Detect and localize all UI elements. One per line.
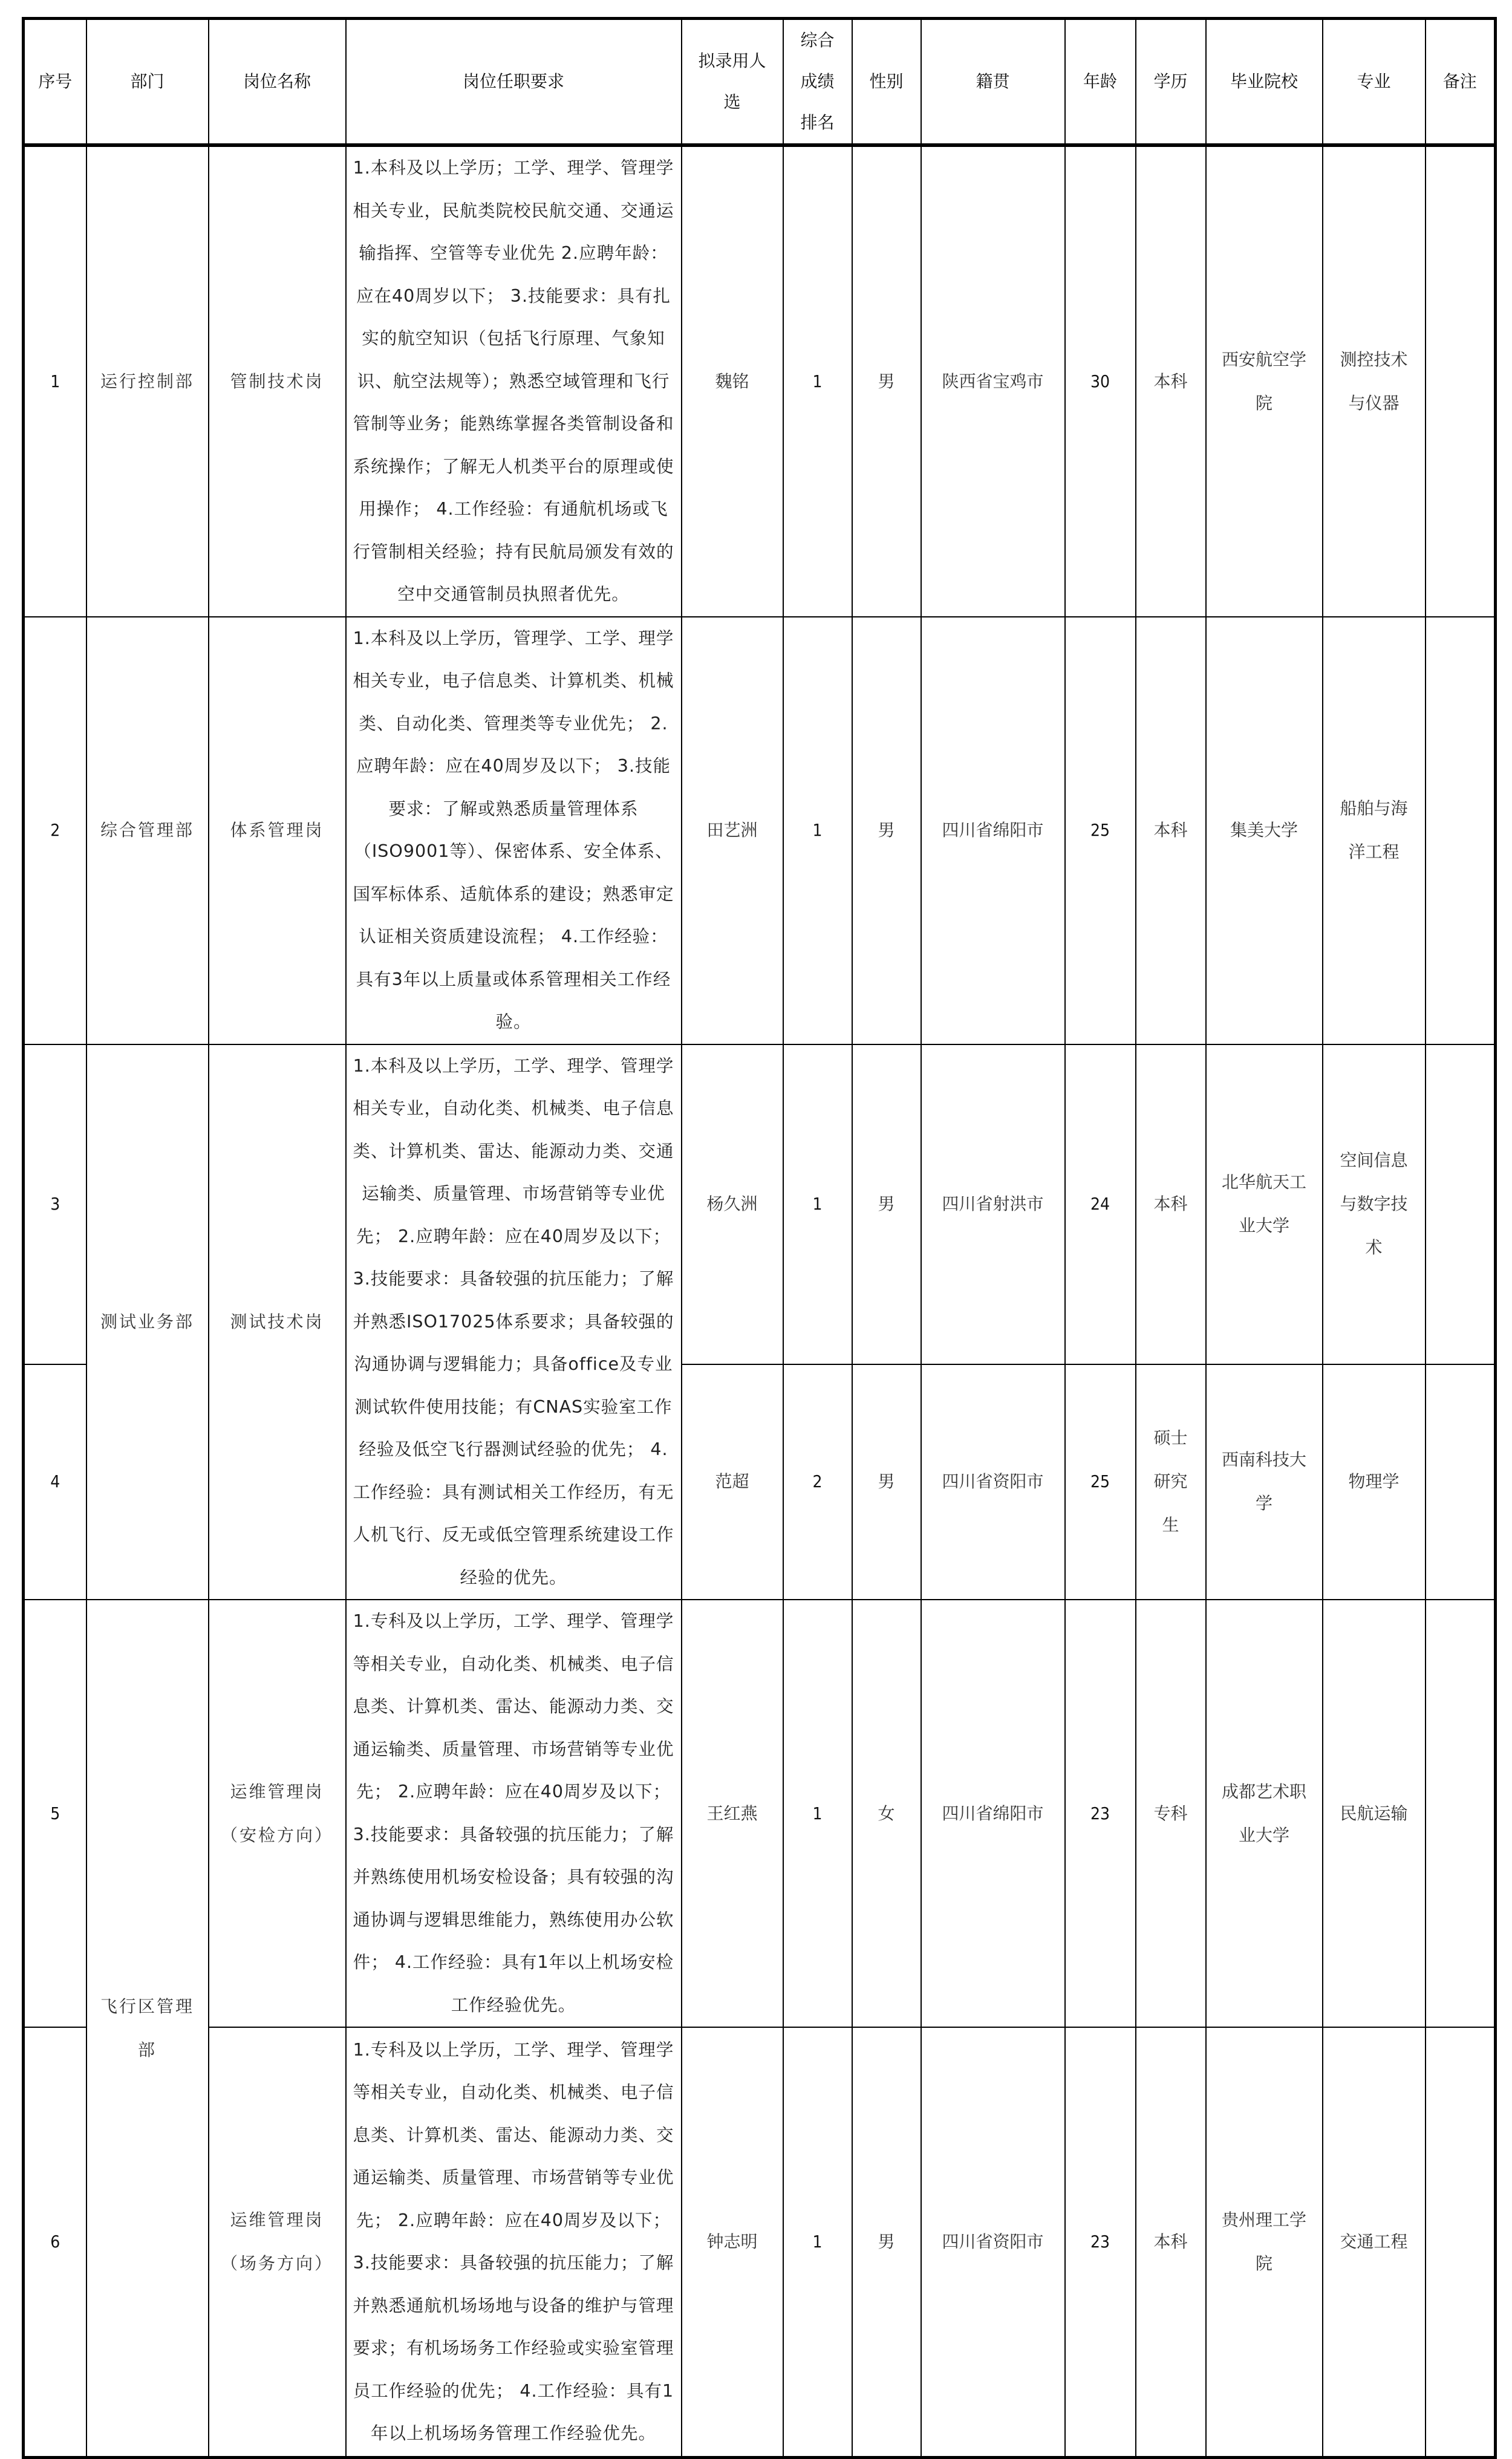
row-requirements: 1.本科及以上学历，工学、理学、管理学相关专业，自动化类、机械类、电子信息类、计算机类、雷达、能源动力类、交通运输类、质量管理、市场营销等专业优先； 2.应聘年龄：应在40周岁及以下； 3.技能要求：具备较强的抗压能力；了解并熟悉ISO17025体系要求；具备较强的沟通协调与逻辑能力；具备office及专业测试软件使用技能；有CNAS实验室工作经验及低空飞行器测试经验的优先； 4.工作经验：具有测试相关工作经历，有无人机飞行、反无或低空管理系统建设工作经验的优先。 — [346, 1044, 682, 1600]
header-requirements: 岗位任职要求 — [346, 19, 682, 146]
row-post-line: （安检方向） — [220, 1825, 333, 1845]
row-major-line: 空间信息 — [1340, 1150, 1408, 1171]
row-dept-line: 部 — [137, 2039, 157, 2060]
header-note: 备注 — [1426, 19, 1496, 146]
row-origin: 四川省绵阳市 — [921, 617, 1065, 1044]
row-candidate: 王红燕 — [682, 1600, 783, 2027]
row-post — [209, 2027, 346, 2458]
row-no: 1 — [24, 145, 86, 617]
row-note — [1426, 2027, 1496, 2458]
row-rank: 2 — [783, 1364, 852, 1600]
header-rank-line: 成绩 — [800, 71, 835, 91]
row-school-line: 业大学 — [1238, 1216, 1289, 1236]
row-note — [1426, 1364, 1496, 1600]
row-school-line: 成都艺术职 — [1221, 1781, 1306, 1802]
row-requirements: 1.本科及以上学历；工学、理学、管理学相关专业，民航类院校民航交通、交通运输指挥、空管等专业优先 2.应聘年龄：应在40周岁以下； 3.技能要求：具有扎实的航空知识（包括飞行原理、气象知识、航空法规等）；熟悉空域管理和飞行管制等业务；能熟练掌握各类管制设备和系统操作；了解无人机类平台的原理或使用操作； 4.工作经验：有通航机场或飞行管制相关经验；持有民航局颁发有效的空中交通管制员执照者优先。 — [346, 145, 682, 617]
row-major-line: 与数字技 — [1340, 1194, 1408, 1214]
header-candidate-line: 选 — [723, 92, 741, 112]
row-age: 30 — [1065, 145, 1136, 617]
row-education: 本科 — [1136, 617, 1206, 1044]
row-post: 体系管理岗 — [209, 617, 346, 1044]
row-major — [1323, 1364, 1426, 1600]
row-post — [209, 1600, 346, 2027]
row-school-line: 院 — [1255, 392, 1272, 413]
row-post-line: 运维管理岗 — [230, 2210, 324, 2230]
header-origin: 籍贯 — [921, 19, 1065, 146]
table-row — [24, 1044, 1496, 1364]
table-row — [24, 145, 1496, 617]
row-no: 2 — [24, 617, 86, 1044]
row-school-line: 西南科技大 — [1221, 1450, 1306, 1470]
row-major-line: 测控技术 — [1340, 349, 1408, 370]
row-origin: 陕西省宝鸡市 — [921, 145, 1065, 617]
row-gender: 男 — [852, 1364, 921, 1600]
row-candidate: 魏铭 — [682, 145, 783, 617]
row-school-line: 西安航空学 — [1221, 349, 1306, 370]
row-education: 本科 — [1136, 1044, 1206, 1364]
row-origin: 四川省绵阳市 — [921, 1600, 1065, 2027]
row-no: 3 — [24, 1044, 86, 1364]
header-candidate-line: 拟录用人 — [698, 51, 766, 71]
row-requirements: 1.专科及以上学历，工学、理学、管理学等相关专业，自动化类、机械类、电子信息类、计算机类、雷达、能源动力类、交通运输类、质量管理、市场营销等专业优先； 2.应聘年龄：应在40周岁及以下； 3.技能要求：具备较强的抗压能力；了解并熟练使用机场安检设备；具有较强的沟通协调与逻辑思维能力，熟练使用办公软件； 4.工作经验：具有1年以上机场安检工作经验优先。 — [346, 1600, 682, 2027]
row-major — [1323, 145, 1426, 617]
row-age: 24 — [1065, 1044, 1136, 1364]
row-school — [1206, 145, 1323, 617]
row-origin: 四川省资阳市 — [921, 2027, 1065, 2458]
row-major — [1323, 2027, 1426, 2458]
row-rank: 1 — [783, 2027, 852, 2458]
row-major — [1323, 1600, 1426, 2027]
row-education — [1136, 1364, 1206, 1600]
row-gender: 男 — [852, 1044, 921, 1364]
row-dept-line: 飞行区管理 — [100, 1996, 194, 2016]
row-school — [1206, 617, 1323, 1044]
row-major — [1323, 617, 1426, 1044]
row-education-line: 硕士 — [1153, 1428, 1188, 1448]
row-no: 6 — [24, 2027, 86, 2458]
header-rank — [783, 19, 852, 146]
row-rank: 1 — [783, 1044, 852, 1364]
header-age: 年龄 — [1065, 19, 1136, 146]
row-rank: 1 — [783, 617, 852, 1044]
header-row — [24, 19, 1496, 146]
row-education-line: 生 — [1162, 1515, 1179, 1536]
row-requirements: 1.专科及以上学历，工学、理学、管理学等相关专业，自动化类、机械类、电子信息类、计算机类、雷达、能源动力类、交通运输类、质量管理、市场营销等专业优先； 2.应聘年龄：应在40周岁及以下； 3.技能要求：具备较强的抗压能力；了解并熟悉通航机场场地与设备的维护与管理要求；有机场场务工作经验或实验室管理员工作经验的优先； 4.工作经验：具有1年以上机场场务管理工作经验优先。 — [346, 2027, 682, 2458]
table-row — [24, 1600, 1496, 2027]
header-school: 毕业院校 — [1206, 19, 1323, 146]
row-candidate: 杨久洲 — [682, 1044, 783, 1364]
row-post: 管制技术岗 — [209, 145, 346, 617]
row-major — [1323, 1044, 1426, 1364]
row-note — [1426, 145, 1496, 617]
row-gender: 男 — [852, 617, 921, 1044]
row-gender: 男 — [852, 145, 921, 617]
row-age: 23 — [1065, 2027, 1136, 2458]
row-age: 25 — [1065, 617, 1136, 1044]
row-post-line: （场务方向） — [220, 2253, 333, 2273]
row-major-line: 物理学 — [1348, 1471, 1400, 1492]
row-post: 测试技术岗 — [209, 1044, 346, 1600]
row-school-line: 集美大学 — [1230, 820, 1298, 840]
row-education: 专科 — [1136, 1600, 1206, 2027]
row-school-line: 贵州理工学 — [1221, 2210, 1306, 2230]
row-education: 本科 — [1136, 145, 1206, 617]
row-age: 23 — [1065, 1600, 1136, 2027]
header-post: 岗位名称 — [209, 19, 346, 146]
row-gender: 女 — [852, 1600, 921, 2027]
hiring-roster-table — [22, 17, 1497, 2459]
row-candidate: 范超 — [682, 1364, 783, 1600]
row-school-line: 学 — [1255, 1493, 1272, 1514]
row-dept: 综合管理部 — [86, 617, 209, 1044]
row-age: 25 — [1065, 1364, 1136, 1600]
row-school-line: 北华航天工 — [1221, 1172, 1306, 1193]
row-school-line: 业大学 — [1238, 1825, 1289, 1845]
row-candidate: 田艺洲 — [682, 617, 783, 1044]
header-rank-line: 排名 — [800, 112, 835, 132]
row-origin: 四川省资阳市 — [921, 1364, 1065, 1600]
row-rank: 1 — [783, 145, 852, 617]
table-row — [24, 617, 1496, 1044]
row-school — [1206, 1044, 1323, 1364]
row-post-line: 运维管理岗 — [230, 1781, 324, 1802]
row-school — [1206, 1600, 1323, 2027]
row-education: 本科 — [1136, 2027, 1206, 2458]
row-requirements: 1.本科及以上学历，管理学、工学、理学相关专业，电子信息类、计算机类、机械类、自动化类、管理类等专业优先； 2.应聘年龄：应在40周岁及以下； 3.技能要求：了解或熟悉质量管理体系（ISO9001等）、保密体系、安全体系、国军标体系、适航体系的建设；熟悉审定认证相关资质建设流程； 4.工作经验：具有3年以上质量或体系管理相关工作经验。 — [346, 617, 682, 1044]
row-note — [1426, 1600, 1496, 2027]
header-dept: 部门 — [86, 19, 209, 146]
header-rank-line: 综合 — [800, 30, 835, 50]
table-row — [24, 2027, 1496, 2458]
header-no: 序号 — [24, 19, 86, 146]
row-major-line: 术 — [1365, 1237, 1383, 1258]
row-origin: 四川省射洪市 — [921, 1044, 1065, 1364]
row-dept — [86, 1600, 209, 2458]
header-major: 专业 — [1323, 19, 1426, 146]
header-candidate — [682, 19, 783, 146]
row-major-line: 船舶与海 — [1340, 798, 1408, 818]
row-education-line: 研究 — [1153, 1471, 1188, 1492]
row-major-line: 交通工程 — [1340, 2232, 1408, 2252]
row-major-line: 洋工程 — [1348, 842, 1400, 862]
row-dept: 运行控制部 — [86, 145, 209, 617]
row-school — [1206, 2027, 1323, 2458]
row-note — [1426, 617, 1496, 1044]
row-rank: 1 — [783, 1600, 852, 2027]
row-no: 4 — [24, 1364, 86, 1600]
row-note — [1426, 1044, 1496, 1364]
row-candidate: 钟志明 — [682, 2027, 783, 2458]
row-major-line: 与仪器 — [1348, 392, 1400, 413]
row-school-line: 院 — [1255, 2253, 1272, 2273]
row-gender: 男 — [852, 2027, 921, 2458]
row-major-line: 民航运输 — [1340, 1803, 1408, 1823]
row-school — [1206, 1364, 1323, 1600]
header-education: 学历 — [1136, 19, 1206, 146]
row-dept: 测试业务部 — [86, 1044, 209, 1600]
header-gender: 性别 — [852, 19, 921, 146]
row-no: 5 — [24, 1600, 86, 2027]
